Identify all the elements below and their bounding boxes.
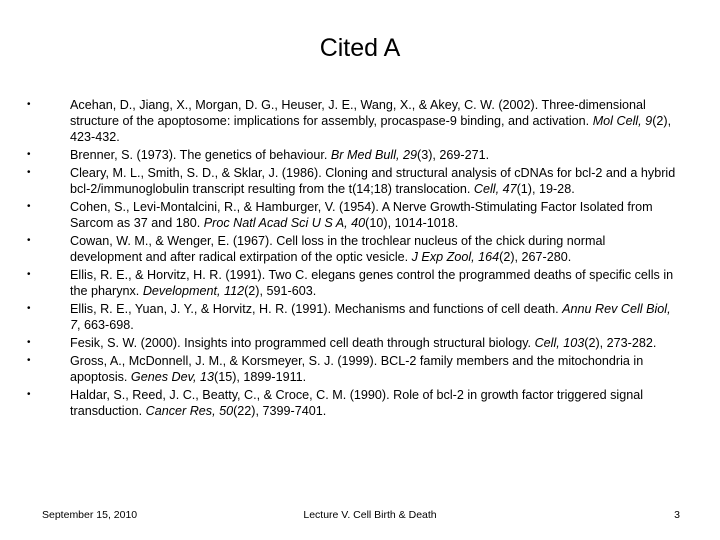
reference-item (27, 267, 677, 299)
reference-pages: (10), 1014-1018. (365, 216, 459, 230)
reference-item (27, 387, 677, 419)
reference-journal: Development, 112 (142, 284, 245, 298)
bullet-icon: • (27, 303, 31, 314)
reference-item (27, 199, 677, 231)
reference-list (27, 97, 677, 421)
bullet-icon: • (27, 337, 31, 348)
reference-journal: Cell, 47 (473, 182, 517, 196)
reference-journal: Proc Natl Acad Sci U S A, 40 (203, 216, 366, 230)
footer-date: September 15, 2010 (42, 509, 138, 521)
reference-pages: (2), 273-282. (584, 336, 657, 350)
bullet-icon: • (27, 355, 31, 366)
slide-title: Cited A (319, 34, 401, 62)
reference-pages: (15), 1899-1911. (214, 370, 307, 384)
reference-journal: Genes Dev, 13 (130, 370, 214, 384)
reference-text: Ellis, R. E., & Horvitz, H. R. (1991). Two C. elegans genes control the programmed deaths of specific cells in the pharynx. (70, 268, 674, 298)
reference-text: Cohen, S., Levi-Montalcini, R., & Hamburger, V. (1954). A Nerve Growth-Stimulating Factor Isolated from Sarcom as 37 and 180. (70, 200, 653, 230)
page-number: 3 (674, 509, 680, 521)
reference-pages: (22), 7399-7401. (233, 404, 327, 418)
bullet-icon: • (27, 99, 31, 110)
bullet-icon: • (27, 201, 31, 212)
reference-pages: (2), 423-432. (70, 114, 672, 144)
reference-journal: Cell, 103 (534, 336, 585, 350)
reference-text: Acehan, D., Jiang, X., Morgan, D. G., Heuser, J. E., Wang, X., & Akey, C. W. (2002). Three-dimensional structure of the apoptosome: implications for assembly, procaspase-9 binding, and activation. (70, 98, 646, 128)
reference-text: Brenner, S. (1973). The genetics of behaviour. (70, 148, 331, 162)
reference-item (27, 147, 677, 163)
reference-item (27, 97, 677, 145)
reference-item (27, 233, 677, 265)
reference-journal: J Exp Zool, 164 (411, 250, 500, 264)
reference-text: Cowan, W. M., & Wenger, E. (1967). Cell loss in the trochlear nucleus of the chick during normal development and after radical extirpation of the optic vesicle. (70, 234, 606, 264)
reference-pages: (3), 269-271. (417, 148, 490, 162)
reference-item (27, 335, 677, 351)
reference-pages: (2), 267-280. (499, 250, 572, 264)
reference-pages: (1), 19-28. (516, 182, 575, 196)
bullet-icon: • (27, 167, 31, 178)
reference-pages: (2), 591-603. (244, 284, 317, 298)
reference-text: Fesik, S. W. (2000). Insights into programmed cell death through structural biology. (70, 336, 535, 350)
bullet-icon: • (27, 269, 31, 280)
reference-text: Gross, A., McDonnell, J. M., & Korsmeyer, S. J. (1999). BCL-2 family members and the mitochondria in apoptosis. (70, 354, 644, 384)
reference-text: Ellis, R. E., Yuan, J. Y., & Horvitz, H. R. (1991). Mechanisms and functions of cell death. (70, 302, 563, 316)
reference-journal: Mol Cell, 9 (592, 114, 653, 128)
reference-journal: Annu Rev Cell Biol, 7 (70, 302, 671, 332)
reference-item (27, 165, 677, 197)
reference-journal: Cancer Res, 50 (145, 404, 234, 418)
bullet-icon: • (27, 389, 31, 400)
footer-lecture-title: Lecture V. Cell Birth & Death (303, 509, 437, 521)
reference-item (27, 353, 677, 385)
reference-pages: , 663-698. (77, 318, 134, 332)
reference-journal: Br Med Bull, 29 (330, 148, 418, 162)
reference-text: Cleary, M. L., Smith, S. D., & Sklar, J. (1986). Cloning and structural analysis of cDNAs for bcl-2 and a hybrid bcl-2/immunoglobulin transcript resulting from the t(14;18) translocation. (70, 166, 676, 196)
bullet-icon: • (27, 235, 31, 246)
bullet-icon: • (27, 149, 31, 160)
reference-text: Haldar, S., Reed, J. C., Beatty, C., & Croce, C. M. (1990). Role of bcl-2 in growth factor triggered signal transduction. (70, 388, 644, 418)
reference-item (27, 301, 677, 333)
